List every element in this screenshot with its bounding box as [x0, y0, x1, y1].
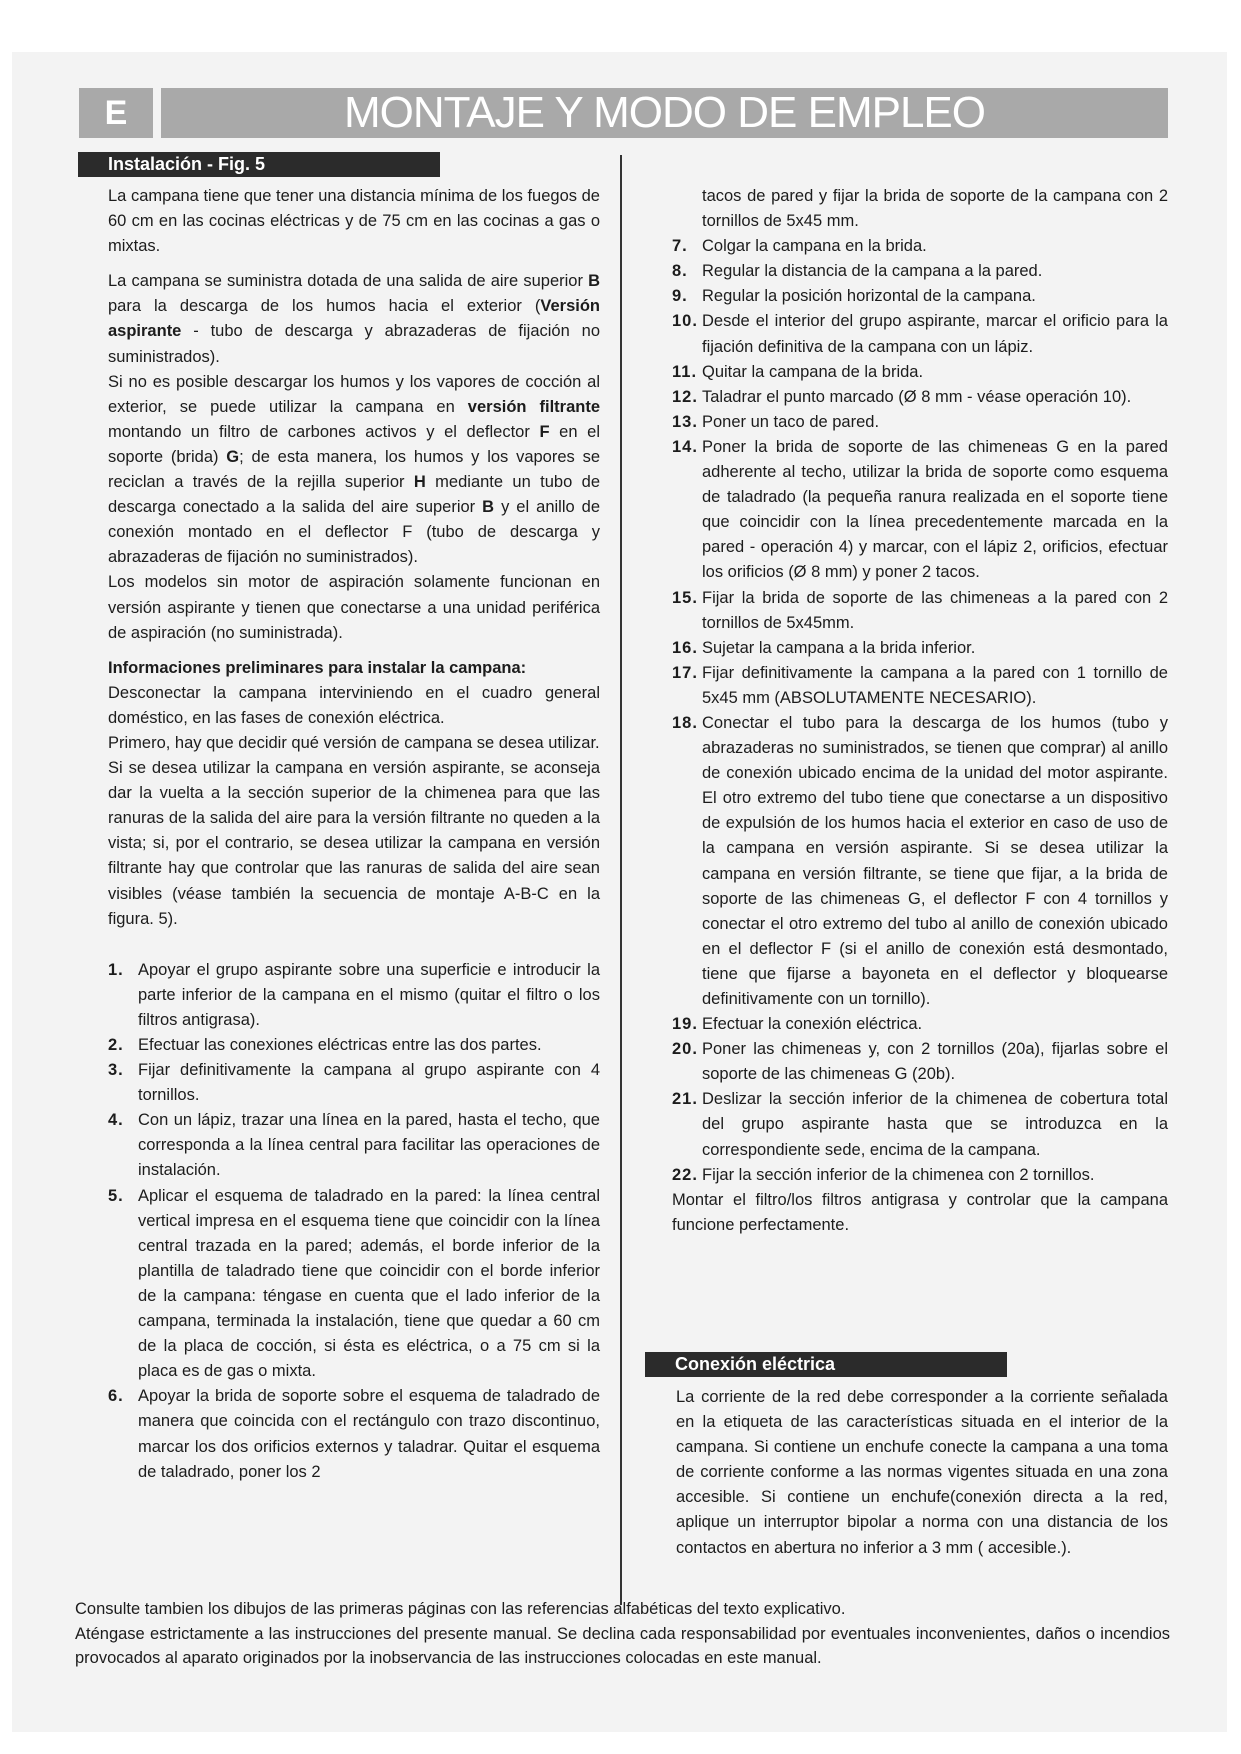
- list-item: 19. Efectuar la conexión eléctrica.: [672, 1015, 923, 1034]
- list-item: 18. Conectar el tubo para la descarga de los humos (tubo y abrazaderas no suministrados, se tienen que comprar) al anillo de conexión ubicado encima de la unidad del motor aspirante. El otro extremo del tubo tiene que conectarse a un dispositivo de expulsión de los humos hacia el exterior en caso de uso de la campana en versión aspirante. Si se desea utilizar la campana en versión filtrante, se tiene que fijar, a la brida de soporte de las chimeneas G, el deflector F con 4 tornillos y conectar el otro extremo del tubo al anillo de conexión ubicado en el deflector F (si el anillo de conexión está desmontado, tiene que fijarse a bayoneta en el deflector y bloquearse definitivamente con un tornillo).: [672, 713, 1168, 1008]
- language-badge: E: [79, 88, 153, 138]
- list-item: 15. Fijar la brida de soporte de las chimeneas a la pared con 2 tornillos de 5x45mm.: [672, 588, 1168, 632]
- list-item: 14. Poner la brida de soporte de las chimeneas G en la pared adherente al techo, utilizar la brida de soporte como esquema de taladrado (la pequeña ranura realizada en el soporte tiene que coincidir con la línea precedentemente marcada en la pared - operación 4) y marcar, con el lápiz 2, orificios, efectuar los orificios (Ø 8 mm) y poner 2 tacos.: [672, 437, 1168, 582]
- list-item: 1. Apoyar el grupo aspirante sobre una superficie e introducir la parte inferior de la campana en el mismo (quitar el filtro o los filtros antigrasa).: [108, 960, 600, 1029]
- list-item: 22. Fijar la sección inferior de la chimenea con 2 tornillos.: [672, 1165, 1095, 1184]
- right-column: [672, 184, 1168, 1238]
- list-item: 7. Colgar la campana en la brida.: [672, 237, 927, 256]
- footer-line-1: Consulte tambien los dibujos de las primeras páginas con las referencias alfabéticas del texto explicativo.: [75, 1600, 846, 1618]
- list-item: 13. Poner un taco de pared.: [672, 412, 880, 431]
- list-item: 17. Fijar definitivamente la campana a la pared con 1 tornillo de 5x45 mm (ABSOLUTAMENTE NECESARIO).: [672, 663, 1168, 707]
- installation-paragraph-3: Si no es posible descargar los humos y los vapores de cocción al exterior, se puede utilizar la campana en versión filtrante montando un filtro de carbones activos y el deflector F en el soporte (brida) G; de esta manera, los humos y los vapores se reciclan a través de la rejilla superior H mediante un tubo de descarga conectado a la salida del aire superior B y el anillo de conexión montado en el deflector F (tubo de descarga y abrazaderas de fijación no suministrados).: [108, 372, 601, 567]
- page-title: MONTAJE Y MODO DE EMPLEO: [161, 88, 1168, 138]
- preliminary-heading: Informaciones preliminares para instalar la campana:: [108, 658, 527, 677]
- list-item: 11. Quitar la campana de la brida.: [672, 362, 924, 381]
- list-item-continuation: tacos de pared y fijar la brida de soporte de la campana con 2 tornillos de 5x45 mm.: [702, 187, 1168, 231]
- list-item: 8. Regular la distancia de la campana a la pared.: [672, 262, 1043, 281]
- left-column: [108, 184, 600, 1485]
- footer-line-2: Aténgase estrictamente a las instrucciones del presente manual. Se declina cada responsabilidad por eventuales inconvenientes, daños o incendios provocados al aparato originados por la inobservancia de las instrucciones colocadas en este manual.: [75, 1624, 1170, 1667]
- final-note: Montar el filtro/los filtros antigrasa y controlar que la campana funcione perfectamente.: [672, 1190, 1168, 1234]
- electrical-section: [676, 1385, 1168, 1561]
- list-item: 2. Efectuar las conexiones eléctricas entre las dos partes.: [108, 1036, 542, 1054]
- list-item: 5. Aplicar el esquema de taladrado en la pared: la línea central vertical impresa en el esquema tiene que coincidir con la línea central trazada en la pared; además, el borde inferior de la plantilla de taladrado tiene que coincidir con el borde inferior de la campana: téngase en cuenta que el lado inferior de la campana, terminada la instalación, tiene que quedar a 60 cm de la placa de cocción, si ésta es eléctrica, o a 75 cm si la placa es de gas o mixta.: [108, 1186, 600, 1381]
- installation-paragraph-1: La campana tiene que tener una distancia mínima de los fuegos de 60 cm en las cocinas eléctricas y de 75 cm en las cocinas a gas o mixtas.: [108, 187, 600, 256]
- installation-paragraph-7: Si se desea utilizar la campana en versión aspirante, se aconseja dar la vuelta a la sección superior de la chimenea para que las ranuras de la salida del aire para la versión filtrante no queden a la vista; si, por el contrario, se desea utilizar la campana en versión filtrante hay que controlar que las ranuras de salida del aire sean visibles (véase también la secuencia de montaje A-B-C en la figura. 5).: [108, 759, 600, 928]
- list-item: 6. Apoyar la brida de soporte sobre el esquema de taladrado de manera que coincida con el rectángulo con trazo discontinuo, marcar los dos orificios externos y taladrar. Quitar el esquema de taladrado, poner los 2: [108, 1387, 600, 1481]
- list-item: 12. Taladrar el punto marcado (Ø 8 mm - véase operación 10).: [672, 387, 1132, 406]
- list-item: 21. Deslizar la sección inferior de la chimenea de cobertura total del grupo aspirante hasta que se introduzca en la correspondiente sede, encima de la campana.: [672, 1090, 1168, 1159]
- column-divider: [620, 155, 622, 1605]
- installation-paragraph-5: Desconectar la campana interviniendo en el cuadro general doméstico, en las fases de conexión eléctrica.: [108, 683, 600, 727]
- section-heading-electrical: Conexión eléctrica: [645, 1352, 1007, 1377]
- electrical-paragraph: La corriente de la red debe corresponder a la corriente señalada en la etiqueta de las características situada en el interior de la campana. Si contiene un enchufe conecte la campana a una toma de corriente conforme a las normas vigentes situada en una zona accesible. Si contiene un enchufe(conexión directa a la red, aplique un interruptor bipolar a norma con una distancia de los contactos en abertura no inferior a 3 mm ( accesible.).: [676, 1388, 1168, 1557]
- footer-notes: [75, 1597, 1170, 1671]
- list-item: 10. Desde el interior del grupo aspirante, marcar el orificio para la fijación definitiva de la campana con un lápiz.: [672, 312, 1168, 356]
- list-item: 3. Fijar definitivamente la campana al grupo aspirante con 4 tornillos.: [108, 1061, 600, 1105]
- list-item: 9. Regular la posición horizontal de la campana.: [672, 287, 1036, 306]
- steps-left-list: [108, 958, 600, 1485]
- section-heading-installation: Instalación - Fig. 5: [78, 152, 440, 177]
- list-item: 20. Poner las chimeneas y, con 2 tornillos (20a), fijarlas sobre el soporte de las chimeneas G (20b).: [672, 1040, 1168, 1084]
- installation-paragraph-2: La campana se suministra dotada de una salida de aire superior B para la descarga de los humos hacia el exterior (Versión aspirante - tubo de descarga y abrazaderas de fijación no suministrados).: [108, 272, 600, 366]
- list-item: 16. Sujetar la campana a la brida inferior.: [672, 638, 976, 657]
- list-item: 4. Con un lápiz, trazar una línea en la pared, hasta el techo, que corresponda a la línea central para facilitar las operaciones de instalación.: [108, 1111, 600, 1180]
- installation-paragraph-4: Los modelos sin motor de aspiración solamente funcionan en versión aspirante y tienen que conectarse a una unidad periférica de aspiración (no suministrada).: [108, 573, 600, 642]
- installation-paragraph-6: Primero, hay que decidir qué versión de campana se desea utilizar.: [108, 733, 600, 752]
